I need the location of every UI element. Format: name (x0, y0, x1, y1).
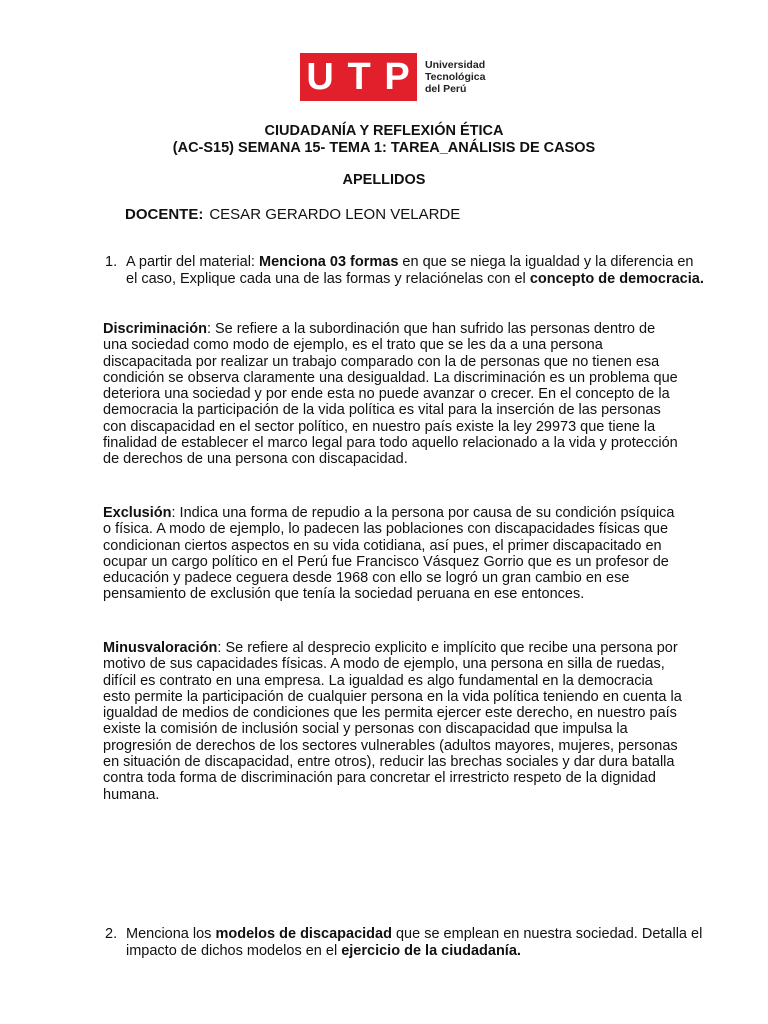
answer-minusvaloracion (103, 640, 683, 803)
docente-line (125, 206, 460, 223)
assignment-title: (AC-S15) SEMANA 15- TEMA 1: TAREA_ANÁLISIS DE CASOS (172, 140, 596, 156)
course-title: CIUDADANÍA Y REFLEXIÓN ÉTICA (264, 123, 504, 139)
question-2-part1: Menciona los (126, 926, 216, 942)
answer-text: : Indica una forma de repudio a la persona por causa de su condición psíquica o física. A modo de ejemplo, lo padecen las poblaciones con discapacidades físicas que condicionan ciertos aspectos en su vida cotidiana, así pues, el primer discapacitado en ocupar un cargo político en el Perú fue Francisco Vásquez Gorrio que es un profesor de educación y padece ceguera desde 1968 con ello se logró un gran cambio en ese pensamiento de exclusión que tenía la sociedad peruana en ese entonces. (103, 505, 675, 603)
question-2-bold1: modelos de discapacidad (215, 926, 392, 942)
question-1-number: 1. (105, 254, 118, 270)
answer-text: : Se refiere a la subordinación que han sufrido las personas dentro de una sociedad como modo de ejemplo, es el trato que se les da a una persona discapacitada por realizar un trabajo comparado con la de personas que no tienen esa condición se observa claramente una desigualdad. La discriminación es un problema que deteriora una sociedad y por ende esta no puede avanzar o crecer. En el concepto de la democracia la participación de la vida política es vital para la inserción de las personas con discapacidad en el sector político, en nuestro país existe la ley 29973 que tiene la finalidad de establecer el marco legal para todo aquello relacionado a la vida y protección de derechos de una persona con discapacidad. (103, 321, 678, 468)
question-2 (105, 926, 705, 960)
answer-term: Minusvaloración (103, 640, 218, 656)
question-2-text (126, 926, 705, 960)
question-2-number: 2. (105, 926, 118, 942)
question-1-text (126, 254, 705, 288)
docente-label: DOCENTE: (125, 206, 204, 223)
logo-letter-p: P (384, 55, 411, 98)
apellidos-heading: APELLIDOS (342, 172, 426, 188)
question-1-part1: A partir del material: (126, 254, 259, 270)
utp-logo-text (425, 59, 485, 95)
question-1-bold1: Menciona 03 formas (258, 254, 399, 270)
question-1 (105, 254, 705, 288)
answer-discriminacion (103, 321, 683, 468)
logo-letter-t: T (347, 55, 372, 98)
logo-letter-u: U (306, 55, 335, 98)
question-2-part2: que se emplean en nuestra sociedad. Detalla el impacto de dichos modelos en el (126, 926, 703, 959)
logo-line-3: del Perú (425, 83, 467, 95)
utp-logo-mark (300, 53, 417, 101)
docente-name: CESAR GERARDO LEON VELARDE (209, 206, 461, 223)
answer-term: Discriminación (103, 321, 207, 337)
answer-exclusion (103, 505, 683, 603)
logo-line-1: Universidad (425, 59, 486, 71)
answer-term: Exclusión (103, 505, 172, 521)
answer-text: : Se refiere al desprecio explicito e implícito que recibe una persona por motivo de sus capacidades físicas. A modo de ejemplo, una persona en silla de ruedas, difícil es contrato en una empresa. La igualdad es algo fundamental en la democracia esto permite la participación de cualquier persona en la vida política teniendo en cuenta la igualdad de medios de condiciones que les permita ejercer este derecho, en nuestro país existe la comisión de inclusión social y personas con discapacidad que impulsa la progresión de derechos de los sectores vulnerables (adultos mayores, mujeres, personas en situación de discapacidad, entre otros), reducir las brechas sociales y dar dura batalla contra toda forma de discriminación para concretar el irrestricto respeto de la dignidad humana. (103, 640, 682, 803)
question-1-part2: en que se niega la igualdad y la diferencia en el caso, Explique cada una de las formas y relaciónelas con el (126, 254, 694, 287)
question-1-bold2: concepto de democracia. (529, 271, 704, 287)
utp-logo (300, 53, 485, 101)
question-2-bold2: ejercicio de la ciudadanía. (341, 943, 521, 959)
logo-line-2: Tecnológica (425, 71, 486, 83)
